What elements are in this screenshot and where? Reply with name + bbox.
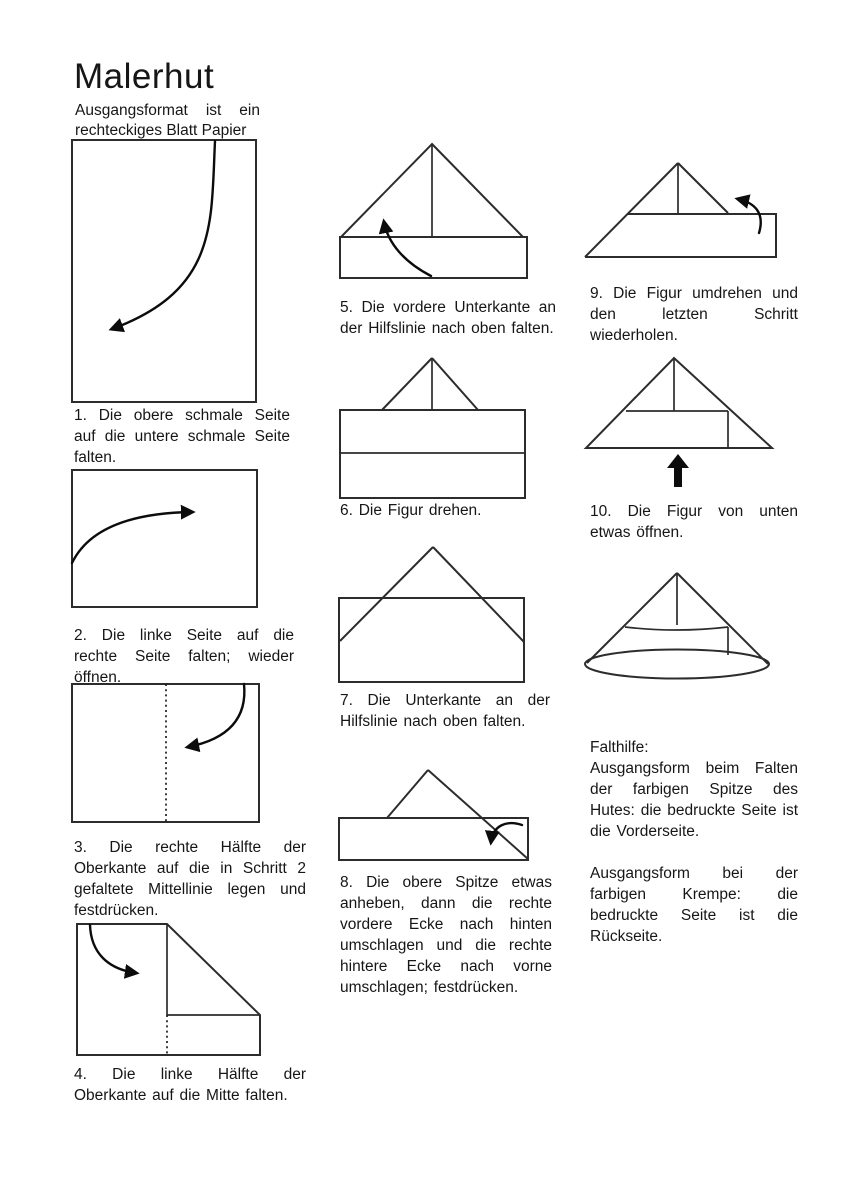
- peak-right-edge: [678, 163, 728, 213]
- peak-left-edge: [382, 358, 432, 410]
- step-5-diagram: [336, 140, 532, 282]
- step-9-caption: 9. Die Figur umdrehen und den letzten Schritt wiederholen.: [590, 285, 798, 344]
- falthilfe-note: [590, 737, 798, 947]
- fold-arrow-icon: [384, 222, 431, 276]
- hat-brim-ellipse: [585, 650, 769, 679]
- fold-arrow-icon: [112, 141, 215, 329]
- body-strip: [585, 214, 776, 257]
- triangle-left-edge: [340, 547, 433, 641]
- step-3-caption: 3. Die rechte Hälfte der Oberkante auf die in Schritt 2 gefaltete Mittellinie legen und festdrücken.: [74, 839, 306, 919]
- flip-arrow-icon: [738, 199, 761, 233]
- triangle-right-edge: [433, 547, 524, 642]
- step-7-caption: 7. Die Unterkante an der Hilfslinie nach oben falten.: [340, 692, 550, 730]
- body-rectangle: [339, 598, 524, 682]
- step-1-caption: 1. Die obere schmale Seite auf die untere schmale Seite falten.: [74, 407, 290, 466]
- step-2-caption: 2. Die linke Seite auf die rechte Seite falten; wieder öffnen.: [74, 627, 294, 686]
- step-8-caption: 8. Die obere Spitze etwas anheben, dann die rechte vordere Ecke nach hinten umschlagen und die rechte hintere Ecke nach vorne umschlagen; festdrücken.: [340, 874, 552, 996]
- bottom-strip: [340, 237, 527, 278]
- step-7-diagram: [335, 543, 529, 687]
- step-5-caption: 5. Die vordere Unterkante an der Hilfslinie nach oben falten.: [340, 299, 556, 337]
- step-10-caption: 10. Die Figur von unten etwas öffnen.: [590, 503, 798, 541]
- page-title: Malerhut: [74, 57, 215, 96]
- step-4-caption: 4. Die linke Hälfte der Oberkante auf die Mitte falten.: [74, 1066, 306, 1104]
- finished-hat-diagram: [581, 569, 781, 685]
- step-1-diagram: [70, 138, 260, 406]
- falthilfe-paragraph-1: Ausgangsform beim Falten der farbigen Spitze des Hutes: die bedruckte Seite ist die Vorderseite.: [590, 760, 798, 840]
- peak-left-edge: [387, 770, 428, 818]
- triangle-outline: [586, 358, 772, 448]
- paper-rectangle: [72, 470, 257, 607]
- step-8-diagram: [335, 766, 535, 864]
- step-10-diagram: [582, 354, 778, 492]
- step-9-diagram: [581, 159, 781, 261]
- peak-right-diagonal: [428, 770, 528, 859]
- fold-arrow-icon: [90, 925, 136, 973]
- body-rectangle: [340, 410, 525, 498]
- band-crease-line: [625, 627, 728, 630]
- step-6-diagram: [336, 354, 528, 502]
- long-left-diagonal: [585, 163, 678, 257]
- page-subtitle: Ausgangsformat ist ein rechteckiges Blatt Papier: [75, 102, 260, 139]
- step-6-caption: 6. Die Figur drehen.: [340, 502, 482, 519]
- peak-right-edge: [432, 358, 478, 410]
- body-strip: [339, 818, 528, 860]
- falthilfe-heading: Falthilfe:: [590, 739, 649, 756]
- fold-arrow-icon: [72, 512, 192, 563]
- paper-outline: [77, 924, 260, 1055]
- paper-rectangle: [72, 140, 256, 402]
- falthilfe-paragraph-2: Ausgangsform bei der farbigen Krempe: die bedruckte Seite ist die Rückseite.: [590, 865, 798, 945]
- step-2-diagram: [70, 468, 260, 610]
- step-3-diagram: [70, 682, 262, 824]
- open-up-arrow-icon: [667, 454, 689, 487]
- fold-arrow-icon: [188, 684, 244, 747]
- step-4-diagram: [70, 918, 266, 1060]
